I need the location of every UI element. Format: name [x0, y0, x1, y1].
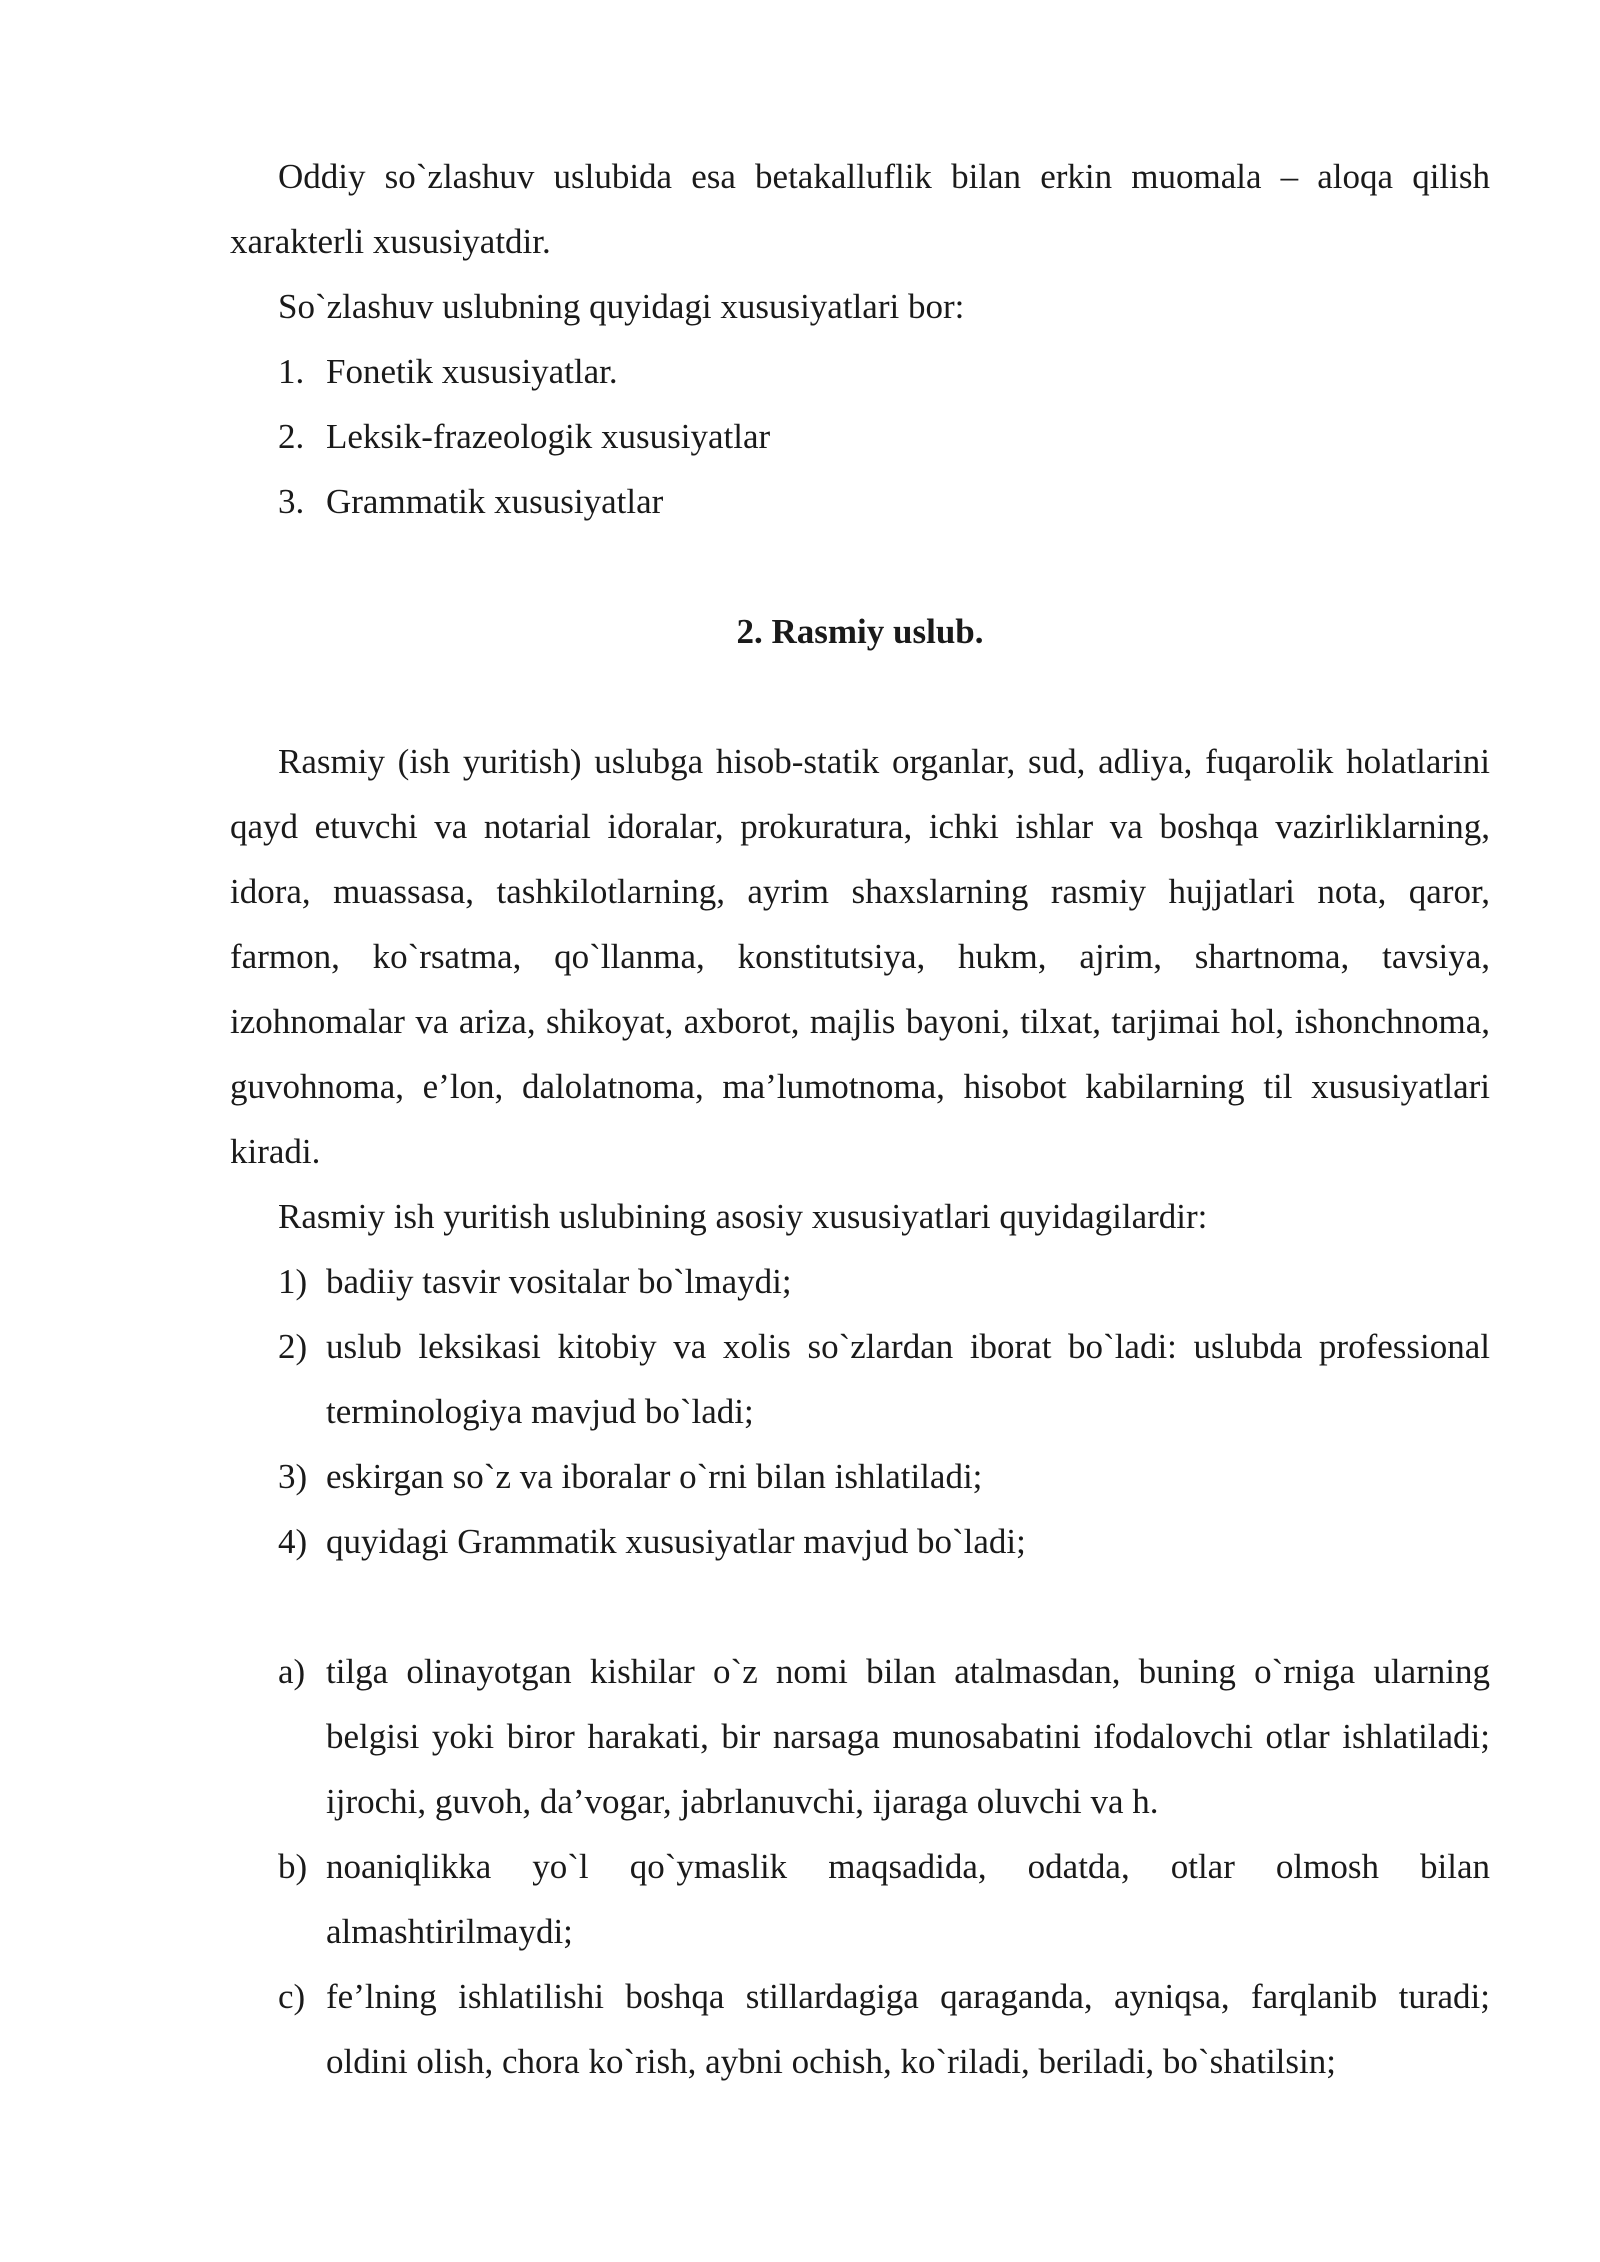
list-item-text: eskirgan so`z va iboralar o`rni bilan ishlatiladi; [326, 1457, 983, 1496]
section-lead: Rasmiy ish yuritish uslubining asosiy xususiyatlari quyidagilardir: [278, 1197, 1208, 1236]
list-item [230, 1964, 1490, 2094]
document-page [230, 144, 1490, 2094]
list-item-letter: b) [278, 1847, 308, 1886]
list-item [230, 1444, 1490, 1509]
section-heading: 2. Rasmiy uslub. [736, 612, 984, 651]
list-item-number: 1) [278, 1262, 308, 1301]
blank-line [230, 1574, 1490, 1639]
list-item [230, 469, 1490, 534]
intro-list [230, 339, 1490, 534]
grammar-sublist [230, 1639, 1490, 2094]
list-item-text: fe’lning ishlatilishi boshqa stillardagiga qaraganda, ayniqsa, farqlanib turadi; oldini olish, chora ko`rish, aybni ochish, ko`riladi, beriladi, bo`shatilsin; [326, 1977, 1490, 2081]
intro-lead: So`zlashuv uslubning quyidagi xususiyatlari bor: [278, 287, 965, 326]
list-item-text: badiiy tasvir vositalar bo`lmaydi; [326, 1262, 792, 1301]
list-item-number: 1. [278, 352, 305, 391]
list-item-text: tilga olinayotgan kishilar o`z nomi bilan atalmasdan, buning o`rniga ularning belgisi yoki biror harakati, bir narsaga munosabatini ifodalovchi otlar ishlatiladi; ijrochi, guvoh, da’vogar, jabrlanuvchi, ijaraga oluvchi va h. [326, 1652, 1490, 1821]
list-item [230, 1249, 1490, 1314]
features-list [230, 1249, 1490, 1574]
list-item-text: noaniqlikka yo`l qo`ymaslik maqsadida, odatda, otlar olmosh bilan almashtirilmaydi; [326, 1847, 1490, 1951]
list-item-letter: c) [278, 1977, 306, 2016]
list-item-number: 3. [278, 482, 305, 521]
list-item [230, 404, 1490, 469]
list-item [230, 1509, 1490, 1574]
list-item [230, 339, 1490, 404]
list-item-text: Fonetik xususiyatlar. [326, 352, 618, 391]
intro-paragraph: Oddiy so`zlashuv uslubida esa betakalluflik bilan erkin muomala – aloqa qilish xarakterli xususiyatdir. [230, 157, 1490, 261]
list-item-number: 2) [278, 1327, 308, 1366]
list-item-text: Grammatik xususiyatlar [326, 482, 664, 521]
list-item-number: 4) [278, 1522, 308, 1561]
list-item-number: 2. [278, 417, 305, 456]
section-paragraph: Rasmiy (ish yuritish) uslubga hisob-statik organlar, sud, adliya, fuqarolik holatlarini qayd etuvchi va notarial idoralar, prokuratura, ichki ishlar va boshqa vazirliklarning, idora, muassasa, tashkilotlarning, ayrim shaxslarning rasmiy hujjatlari nota, qaror, farmon, ko`rsatma, qo`llanma, konstitutsiya, hukm, ajrim, shartnoma, tavsiya, izohnomalar va ariza, shikoyat, axborot, majlis bayoni, tilxat, tarjimai hol, ishonchnoma, guvohnoma, e’lon, dalolatnoma, ma’lumotnoma, hisobot kabilarning til xususiyatlari kiradi. [230, 742, 1490, 1171]
list-item-text: uslub leksikasi kitobiy va xolis so`zlardan iborat bo`ladi: uslubda professional terminologiya mavjud bo`ladi; [326, 1327, 1490, 1431]
list-item [230, 1314, 1490, 1444]
list-item-text: quyidagi Grammatik xususiyatlar mavjud bo`ladi; [326, 1522, 1026, 1561]
list-item-letter: a) [278, 1652, 306, 1691]
list-item [230, 1834, 1490, 1964]
list-item [230, 1639, 1490, 1834]
list-item-text: Leksik-frazeologik xususiyatlar [326, 417, 771, 456]
list-item-number: 3) [278, 1457, 308, 1496]
